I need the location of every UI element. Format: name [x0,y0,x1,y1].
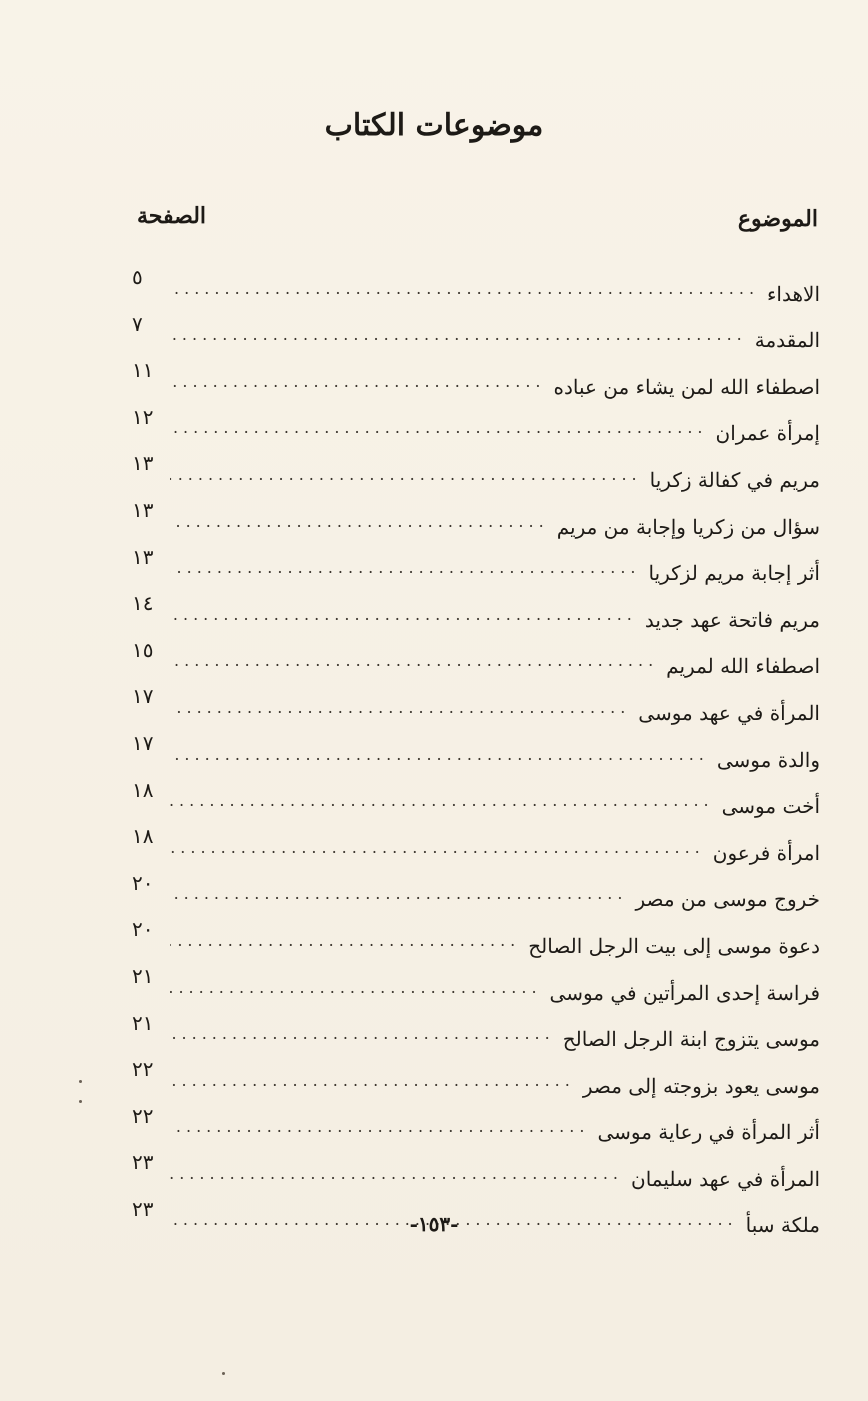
toc-leader-dots [170,1117,589,1148]
toc-leader-dots [170,605,637,636]
column-header-topic: الموضوع [737,206,818,232]
toc-entry [132,496,820,543]
toc-entry-page: ١٧ [132,730,154,755]
paper-speck [222,1372,225,1375]
toc-entry [132,1148,820,1195]
toc-entry [132,589,820,636]
column-header-page: الصفحة [137,203,207,229]
toc-leader-dots [170,838,705,869]
toc-entry-title: خروج موسى من مصر [635,887,820,912]
toc-entry-page: ٢٣ [132,1150,154,1175]
toc-entry-title: اصطفاء الله لمريم [666,654,820,679]
toc-leader-dots [170,698,630,729]
toc-entry-page: ٢٠ [132,870,154,895]
toc-entry-page: ١٣ [132,451,154,476]
toc-entry [132,356,820,403]
toc-entry [132,636,820,683]
toc-leader-dots [170,1071,575,1102]
toc-entry-page: ٢٢ [132,1103,154,1128]
toc-entry-title: مريم في كفالة زكريا [649,467,820,492]
toc-entry [132,962,820,1009]
toc-entry [132,263,820,310]
toc-entry-page: ١٤ [132,591,154,616]
toc-entry [132,1009,820,1056]
toc-leader-dots [170,978,542,1009]
toc-entry [132,1102,820,1149]
toc-leader-dots [170,325,747,356]
toc-entry-title: المرأة في عهد سليمان [631,1166,820,1191]
toc-entry-page: ١٣ [132,497,154,522]
toc-entry [132,869,820,916]
toc-leader-dots [170,558,640,589]
toc-entry-page: ١٧ [132,684,154,709]
toc-entry-page: ٢١ [132,1010,154,1035]
toc-entry [132,682,820,729]
toc-entry-page: ١٨ [132,824,154,849]
toc-leader-dots [170,465,642,496]
toc-entry-page: ٥ [132,265,143,289]
toc-entry [132,403,820,450]
toc-entry-title: فراسة إحدى المرأتين في موسى [549,980,820,1005]
paper-speck [79,1100,82,1103]
toc-leader-dots [170,512,549,543]
toc-entry-title: دعوة موسى إلى بيت الرجل الصالح [528,933,820,958]
toc-entry-page: ٧ [132,311,143,336]
toc-entry-title: إمرأة عمران [715,421,820,446]
toc-entry-title: المقدمة [754,328,820,353]
toc-entry [132,822,820,869]
toc-entry-title: امرأة فرعون [712,840,820,865]
toc-leader-dots [170,418,708,449]
toc-leader-dots [170,745,709,776]
toc-entry-title: موسى يتزوج ابنة الرجل الصالح [562,1027,820,1052]
toc-entry-title: سؤال من زكريا وإجابة من مريم [556,514,820,539]
toc-entry-page: ١٥ [132,637,154,662]
table-of-contents [132,263,820,1241]
toc-entry-page: ١٢ [132,404,154,429]
toc-leader-dots [170,791,714,822]
toc-entry-page: ٢٢ [132,1057,154,1082]
toc-entry [132,449,820,496]
toc-entry-title: مريم فاتحة عهد جديد [644,607,820,632]
toc-leader-dots [170,1164,623,1195]
toc-entry [132,543,820,590]
toc-entry-page: ٢٣ [132,1196,154,1221]
toc-entry-title: الاهداء [767,281,820,306]
toc-entry-title: أثر المرأة في رعاية موسى [597,1120,820,1145]
toc-leader-dots [170,931,520,962]
toc-entry-page: ١٣ [132,544,154,569]
toc-leader-dots [170,651,658,682]
toc-entry-title: والدة موسى [716,747,820,772]
toc-entry [132,1055,820,1102]
toc-entry-page: ١٨ [132,777,154,802]
toc-leader-dots [170,884,627,915]
page-title: موضوعات الكتاب [324,108,544,143]
toc-entry-page: ١١ [132,358,154,383]
toc-entry-title: موسى يعود بزوجته إلى مصر [582,1073,820,1098]
toc-leader-dots [170,1024,555,1055]
toc-entry [132,729,820,776]
toc-entry [132,776,820,823]
toc-entry-page: ٢١ [132,963,154,988]
toc-entry [132,915,820,962]
toc-entry [132,310,820,357]
toc-entry-title: أثر إجابة مريم لزكريا [648,561,820,586]
toc-entry-title: اصطفاء الله لمن يشاء من عباده [553,374,820,399]
toc-leader-dots [170,372,545,403]
page-number-footer: -١٥٣- [409,1212,459,1236]
toc-entry-title: أخت موسى [721,794,820,819]
toc-entry-title: ملكة سبأ [745,1213,820,1238]
toc-leader-dots [170,279,759,310]
paper-speck [79,1080,82,1083]
toc-entry-title: المرأة في عهد موسى [638,700,820,725]
toc-entry-page: ٢٠ [132,917,154,942]
